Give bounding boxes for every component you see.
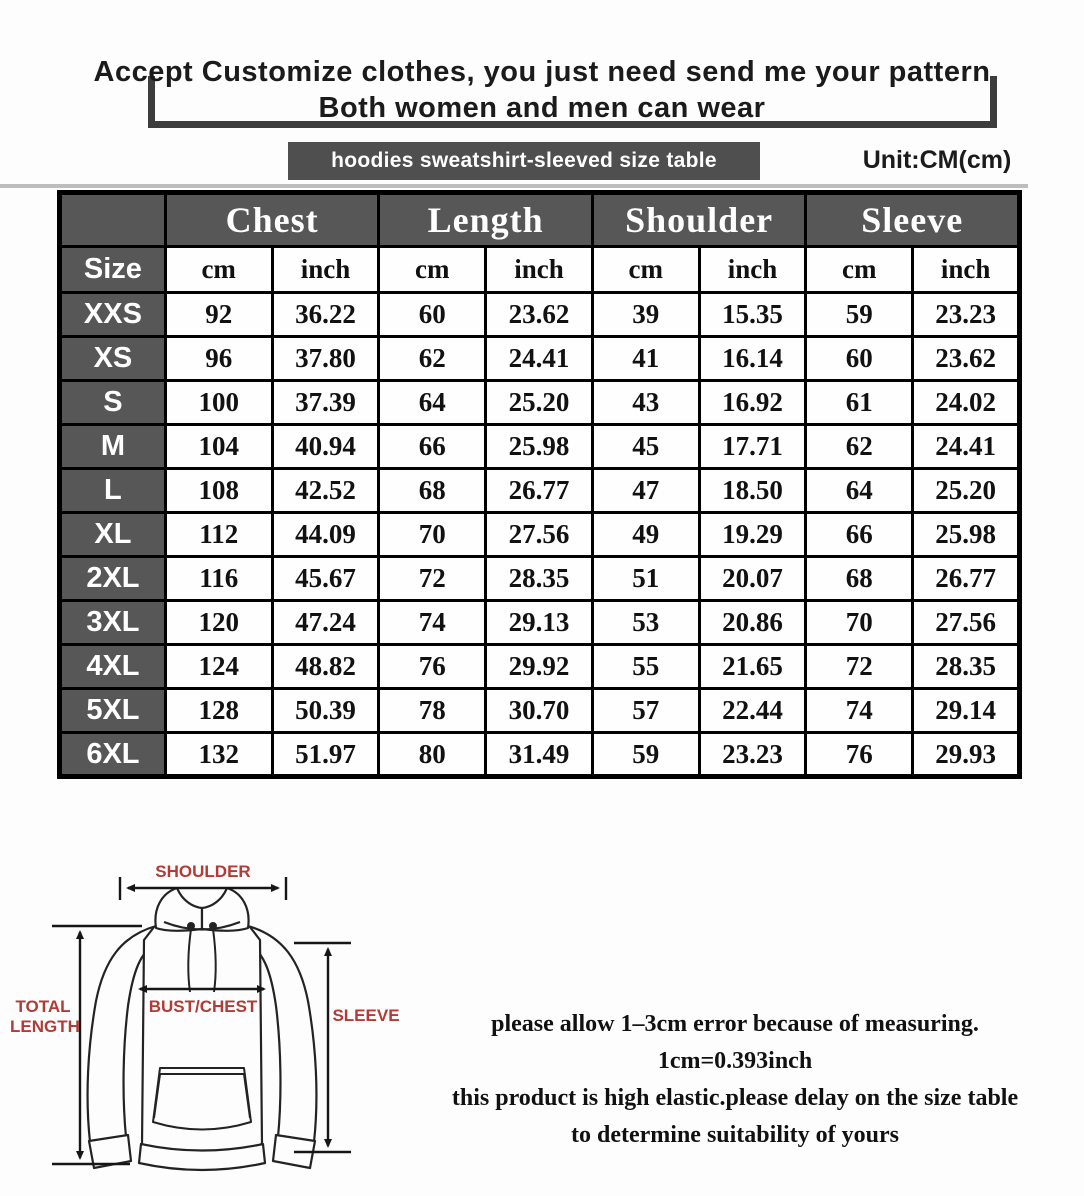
value-cell: 28.35 (913, 645, 1020, 689)
size-table (57, 190, 1022, 779)
value-cell: 19.29 (699, 513, 806, 557)
value-cell: 24.41 (486, 337, 593, 381)
value-cell: 100 (165, 381, 272, 425)
value-cell: 27.56 (486, 513, 593, 557)
value-cell: 62 (379, 337, 486, 381)
value-cell: 37.80 (272, 337, 379, 381)
value-cell: 51.97 (272, 733, 379, 777)
value-cell: 36.22 (272, 293, 379, 337)
value-cell: 53 (592, 601, 699, 645)
title-line-2: Both women and men can wear (318, 92, 766, 124)
value-cell: 59 (592, 733, 699, 777)
value-cell: 108 (165, 469, 272, 513)
value-cell: 72 (806, 645, 913, 689)
total-length-label-line2: LENGTH (10, 1017, 80, 1036)
value-cell: 49 (592, 513, 699, 557)
size-cell: 5XL (60, 689, 166, 733)
size-header-cell: Size (60, 247, 166, 293)
value-cell: 16.14 (699, 337, 806, 381)
group-header-chest: Chest (165, 193, 379, 247)
total-length-label-line1: TOTAL (15, 997, 71, 1016)
value-cell: 74 (379, 601, 486, 645)
value-cell: 43 (592, 381, 699, 425)
value-cell: 60 (806, 337, 913, 381)
value-cell: 60 (379, 293, 486, 337)
hoodie-diagram-svg (6, 856, 416, 1194)
value-cell: 132 (165, 733, 272, 777)
page-title (62, 54, 1022, 126)
table-row-3xl (60, 601, 1020, 645)
value-cell: 23.62 (913, 337, 1020, 381)
value-cell: 76 (379, 645, 486, 689)
value-cell: 23.23 (699, 733, 806, 777)
value-cell: 64 (806, 469, 913, 513)
unit-header-cell: inch (699, 247, 806, 293)
unit-header-cell: cm (165, 247, 272, 293)
value-cell: 29.93 (913, 733, 1020, 777)
value-cell: 15.35 (699, 293, 806, 337)
hoodie-pocket (153, 1068, 251, 1130)
value-cell: 24.02 (913, 381, 1020, 425)
table-title-banner (288, 142, 760, 180)
value-cell: 64 (379, 381, 486, 425)
value-cell: 112 (165, 513, 272, 557)
divider-line (0, 184, 1028, 188)
value-cell: 29.14 (913, 689, 1020, 733)
sleeve-label: SLEEVE (332, 1006, 400, 1025)
value-cell: 41 (592, 337, 699, 381)
value-cell: 40.94 (272, 425, 379, 469)
title-line-1: Accept Customize clothes, you just need send me your pattern (93, 56, 991, 88)
value-cell: 47 (592, 469, 699, 513)
size-cell: L (60, 469, 166, 513)
value-cell: 59 (806, 293, 913, 337)
table-row-m (60, 425, 1020, 469)
value-cell: 42.52 (272, 469, 379, 513)
hoodie-measurement-diagram (6, 856, 416, 1194)
value-cell: 48.82 (272, 645, 379, 689)
value-cell: 25.98 (486, 425, 593, 469)
value-cell: 45.67 (272, 557, 379, 601)
unit-header-cell: inch (913, 247, 1020, 293)
value-cell: 44.09 (272, 513, 379, 557)
value-cell: 22.44 (699, 689, 806, 733)
table-row-xs (60, 337, 1020, 381)
note-line-4: to determine suitability of yours (571, 1122, 899, 1148)
unit-header-cell: cm (592, 247, 699, 293)
value-cell: 116 (165, 557, 272, 601)
value-cell: 18.50 (699, 469, 806, 513)
hoodie-hood (155, 888, 248, 931)
table-row-xxs (60, 293, 1020, 337)
table-title-banner-label: hoodies sweatshirt-sleeved size table (331, 149, 717, 172)
unit-header-cell: inch (486, 247, 593, 293)
note-line-1: please allow 1–3cm error because of measuring. (491, 1011, 979, 1037)
size-cell: 4XL (60, 645, 166, 689)
value-cell: 124 (165, 645, 272, 689)
table-row-4xl (60, 645, 1020, 689)
unit-header-cell: inch (272, 247, 379, 293)
value-cell: 29.92 (486, 645, 593, 689)
value-cell: 23.62 (486, 293, 593, 337)
group-header-shoulder: Shoulder (592, 193, 806, 247)
value-cell: 70 (379, 513, 486, 557)
value-cell: 17.71 (699, 425, 806, 469)
table-row-xl (60, 513, 1020, 557)
value-cell: 26.77 (913, 557, 1020, 601)
size-cell: M (60, 425, 166, 469)
value-cell: 70 (806, 601, 913, 645)
value-cell: 68 (806, 557, 913, 601)
value-cell: 51 (592, 557, 699, 601)
value-cell: 92 (165, 293, 272, 337)
size-cell: S (60, 381, 166, 425)
value-cell: 61 (806, 381, 913, 425)
value-cell: 27.56 (913, 601, 1020, 645)
group-header-length: Length (379, 193, 593, 247)
value-cell: 74 (806, 689, 913, 733)
shoulder-label: SHOULDER (155, 862, 251, 881)
value-cell: 24.41 (913, 425, 1020, 469)
size-cell: 3XL (60, 601, 166, 645)
value-cell: 57 (592, 689, 699, 733)
value-cell: 31.49 (486, 733, 593, 777)
value-cell: 66 (379, 425, 486, 469)
table-row-2xl (60, 557, 1020, 601)
value-cell: 62 (806, 425, 913, 469)
value-cell: 20.07 (699, 557, 806, 601)
table-row-l (60, 469, 1020, 513)
value-cell: 21.65 (699, 645, 806, 689)
value-cell: 20.86 (699, 601, 806, 645)
value-cell: 104 (165, 425, 272, 469)
unit-header-cell: cm (806, 247, 913, 293)
value-cell: 16.92 (699, 381, 806, 425)
value-cell: 50.39 (272, 689, 379, 733)
value-cell: 80 (379, 733, 486, 777)
value-cell: 25.20 (913, 469, 1020, 513)
value-cell: 25.98 (913, 513, 1020, 557)
value-cell: 28.35 (486, 557, 593, 601)
size-cell: 2XL (60, 557, 166, 601)
value-cell: 30.70 (486, 689, 593, 733)
value-cell: 72 (379, 557, 486, 601)
corner-cell (60, 193, 166, 247)
size-cell: XXS (60, 293, 166, 337)
table-unit-header-row (60, 247, 1020, 293)
value-cell: 26.77 (486, 469, 593, 513)
bust-chest-label: BUST/CHEST (148, 997, 258, 1016)
table-group-header-row (60, 193, 1020, 247)
size-cell: 6XL (60, 733, 166, 777)
value-cell: 23.23 (913, 293, 1020, 337)
unit-header-cell: cm (379, 247, 486, 293)
table-row-6xl (60, 733, 1020, 777)
unit-label: Unit:CM(cm) (862, 146, 1012, 174)
note-line-3: this product is high elastic.please delay on the size table (451, 1085, 1019, 1111)
hoodie-body (139, 920, 265, 1170)
table-row-5xl (60, 689, 1020, 733)
value-cell: 45 (592, 425, 699, 469)
value-cell: 128 (165, 689, 272, 733)
measuring-notes (388, 1006, 1082, 1154)
table-row-s (60, 381, 1020, 425)
size-cell: XS (60, 337, 166, 381)
value-cell: 39 (592, 293, 699, 337)
value-cell: 37.39 (272, 381, 379, 425)
note-line-2: 1cm=0.393inch (657, 1048, 813, 1074)
value-cell: 78 (379, 689, 486, 733)
value-cell: 47.24 (272, 601, 379, 645)
size-cell: XL (60, 513, 166, 557)
group-header-sleeve: Sleeve (806, 193, 1020, 247)
value-cell: 29.13 (486, 601, 593, 645)
value-cell: 55 (592, 645, 699, 689)
value-cell: 120 (165, 601, 272, 645)
value-cell: 76 (806, 733, 913, 777)
value-cell: 68 (379, 469, 486, 513)
value-cell: 66 (806, 513, 913, 557)
value-cell: 96 (165, 337, 272, 381)
value-cell: 25.20 (486, 381, 593, 425)
